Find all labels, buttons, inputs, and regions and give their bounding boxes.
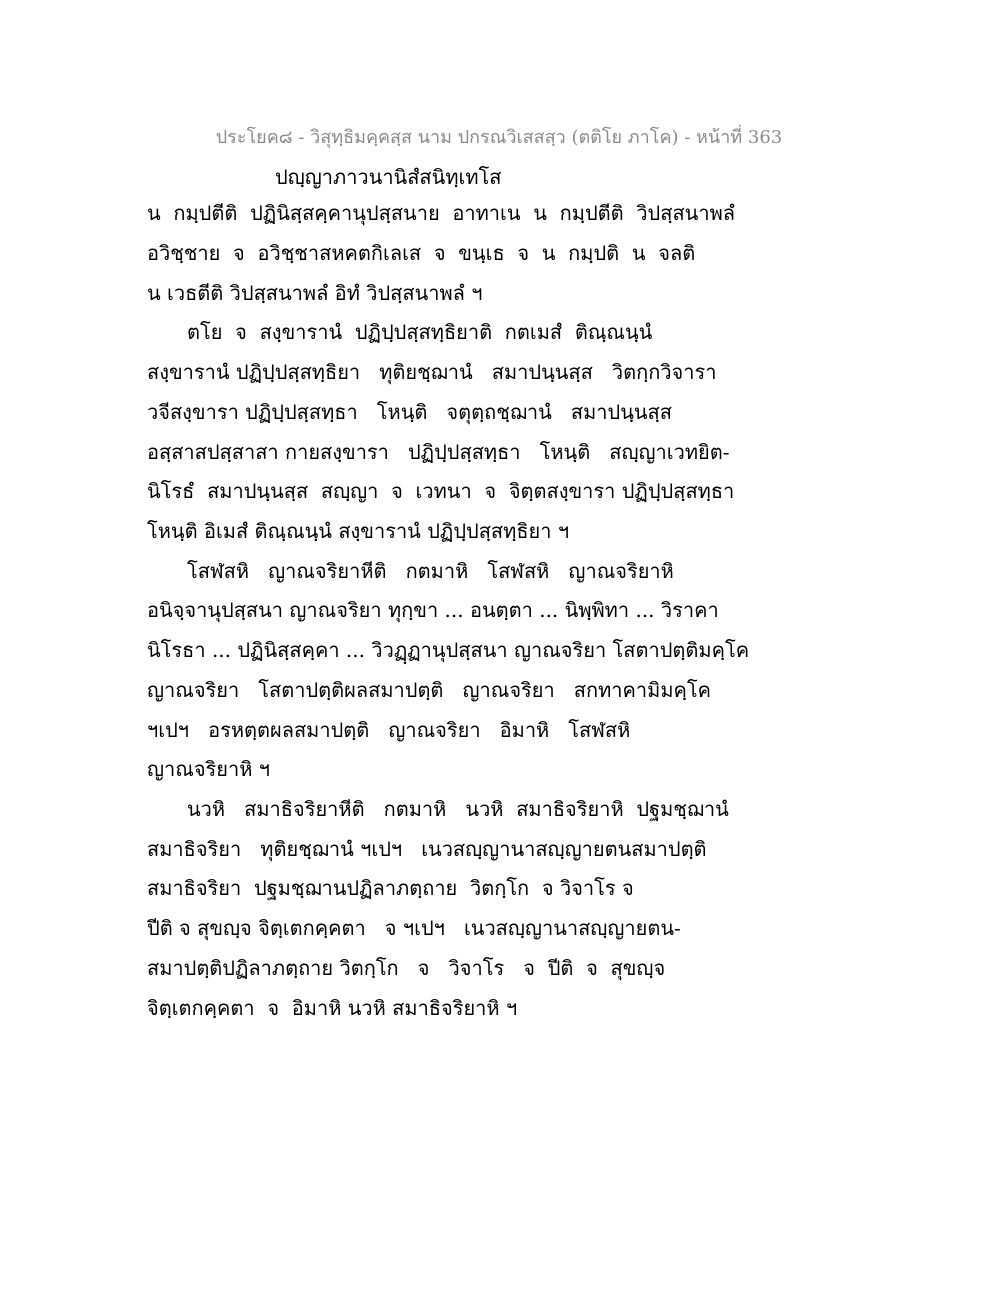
text-line: ญาณจริยาหิ ฯ	[147, 757, 271, 781]
text-line: โหนฺติ อิเมสํ ติณฺณนฺนํ สงฺขารานํ ปฏิปฺปสฺสทฺธิยา ฯ	[147, 519, 570, 543]
section-title: ปญฺญาภาวนานิสํสนิทฺเทโส	[275, 165, 502, 189]
text-line: จิตฺเตกคฺคตา จ อิมาหิ นวหิ สมาธิจริยาหิ ฯ	[147, 996, 518, 1020]
text-line: ญาณจริยา โสตาปตฺติผลสมาปตฺติ ญาณจริยา สกทาคามิมคฺโค	[147, 678, 712, 702]
text-line: สมาปตฺติปฏิลาภตฺถาย วิตกฺโก จ วิจาโร จ ปีติ จ สุขญฺจ	[147, 956, 666, 980]
text-line: ปีติ จ สุขญฺจ จิตฺเตกคฺคตา จ ฯเปฯ เนวสญฺญานาสญฺญายตน-	[147, 916, 681, 940]
text-line: นิโรธา ... ปฏินิสฺสคฺคา ... วิวฏฺฏานุปสฺสนา ญาณจริยา โสตาปตฺติมคฺโค	[147, 638, 750, 662]
text-line: อวิชฺชาย จ อวิชฺชาสหคตกิเลเส จ ขนฺเธ จ น กมฺปติ น จลติ	[147, 241, 696, 265]
text-line: สมาธิจริยา ทุติยชฺฌานํ ฯเปฯ เนวสญฺญานาสญฺญายตนสมาปตฺติ	[147, 837, 707, 861]
text-line: น กมฺปตีติ ปฏินิสฺสคฺคานุปสฺสนาย อาทาเน น กมฺปตีติ วิปสฺสนาพลํ	[147, 201, 736, 225]
paragraph-start-line: นวหิ สมาธิจริยาหีติ กตมาหิ นวหิ สมาธิจริยาหิ ปฐมชฺฌานํ	[187, 797, 729, 821]
page-header: ประโยค๘ - วิสุทฺธิมคฺคสฺส นาม ปกรณวิเสสสฺว (ตติโย ภาโค) - หน้าที่ 363	[215, 127, 783, 148]
text-line: สมาธิจริยา ปฐมชฺฌานปฏิลาภตฺถาย วิตกฺโก จ วิจาโร จ	[147, 876, 634, 900]
text-line: อนิจฺจานุปสฺสนา ญาณจริยา ทุกฺขา ... อนตฺตา ... นิพฺพิทา ... วิราคา	[147, 598, 719, 622]
text-line: น เวธตีติ วิปสฺสนาพลํ อิทํ วิปสฺสนาพลํ ฯ	[147, 281, 483, 305]
text-line: วจีสงฺขารา ปฏิปฺปสฺสทฺธา โหนฺติ จตุตฺถชฺฌานํ สมาปนฺนสฺส	[147, 400, 672, 424]
paragraph-start-line: โสฬสหิ ญาณจริยาหีติ กตมาหิ โสฬสหิ ญาณจริยาหิ	[187, 559, 674, 583]
text-line: นิโรธํ สมาปนฺนสฺส สญฺญา จ เวทนา จ จิตฺตสงฺขารา ปฏิปฺปสฺสทฺธา	[147, 479, 735, 503]
text-line: สงฺขารานํ ปฏิปฺปสฺสทฺธิยา ทุติยชฺฌานํ สมาปนฺนสฺส วิตกฺกวิจารา	[147, 360, 717, 384]
paragraph-start-line: ตโย จ สงฺขารานํ ปฏิปฺปสฺสทฺธิยาติ กตเมสํ ติณฺณนฺนํ	[187, 320, 653, 344]
text-line: ฯเปฯ อรหตฺตผลสมาปตฺติ ญาณจริยา อิมาหิ โสฬสหิ	[147, 718, 631, 742]
text-line: อสฺสาสปสฺสาสา กายสงฺขารา ปฏิปฺปสฺสทฺธา โหนฺติ สญฺญาเวทยิต-	[147, 440, 730, 464]
